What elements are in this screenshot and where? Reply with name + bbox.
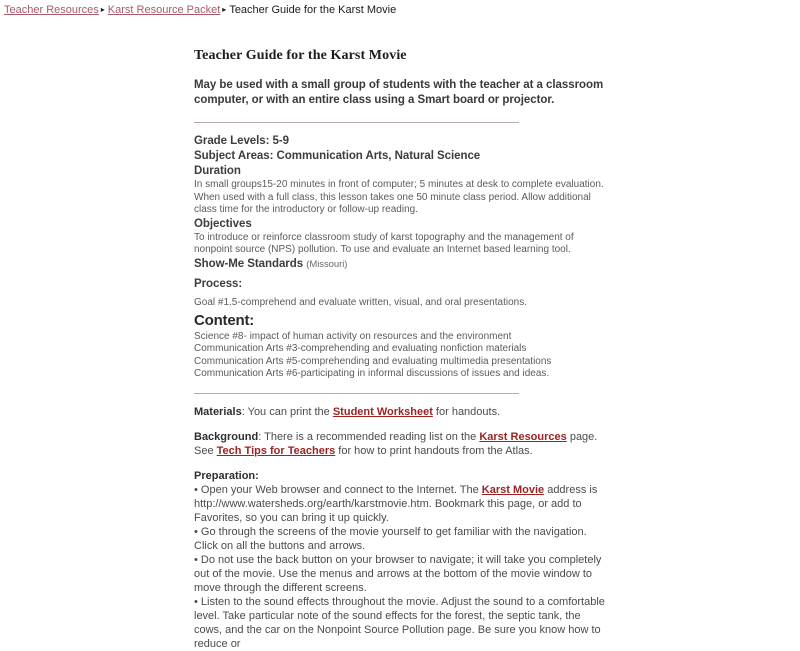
background-paragraph [194, 430, 606, 458]
list-item: • Listen to the sound effects throughout the movie. Adjust the sound to a comfortable level. Take particular note of the sound effects for the forest, the septic tank, the cows, and the car on the Nonpoint Source Pollution page. Be sure you know how to reduce or [194, 595, 605, 650]
content-line: Communication Arts #5-comprehending and evaluating multimedia presentations [194, 355, 552, 367]
background-pre-text: : There is a recommended reading list on the [258, 430, 480, 443]
preparation-colon: : [255, 469, 259, 482]
process-heading: Process: [194, 277, 243, 290]
background-post-text: for how to print handouts from the Atlas. [335, 444, 533, 457]
objectives-text: To introduce or reinforce classroom study of karst topography and the management of nonpoint source (NPS) pollution. To use and evaluate an Internet based learning tool. [194, 231, 574, 256]
link-student-worksheet[interactable]: Student Worksheet [332, 405, 433, 418]
materials-paragraph [194, 405, 606, 419]
standards-label: Show-Me Standards [194, 257, 304, 270]
breadcrumb-link-teacher-resources[interactable]: Teacher Resources [4, 4, 99, 16]
process-text: Goal #1.5-comprehend and evaluate written, visual, and oral presentations. [194, 296, 527, 308]
subject-areas-heading: Subject Areas: Communication Arts, Natural Science [194, 150, 481, 162]
link-karst-movie[interactable]: Karst Movie [481, 483, 545, 496]
preparation-bullet-list [194, 483, 606, 651]
breadcrumb-separator-icon: ▸ [100, 5, 105, 14]
breadcrumb-link-karst-resource-packet[interactable]: Karst Resource Packet [107, 4, 221, 16]
breadcrumb [0, 0, 800, 17]
breadcrumb-separator-icon: ▸ [222, 5, 227, 14]
bullet-post-text: address is http://www.watersheds.org/earth/karstmovie.htm. Bookmark this page, or add to Favorites, so you can bring it up quickly. [194, 483, 598, 524]
background-mid-text: page. See [194, 430, 598, 457]
duration-text: In small groups15-20 minutes in front of computer; 5 minutes at desk to complete evaluation. When used with a full class, this lesson takes one 50 minute class period. Allow additional class time for the introductory or follow-up reading. [194, 179, 604, 216]
breadcrumb-current-page: Teacher Guide for the Karst Movie [229, 4, 397, 16]
link-karst-resources[interactable]: Karst Resources [479, 430, 567, 443]
bullet-pre-text: • Open your Web browser and connect to the Internet. The [194, 483, 482, 496]
page-title: Teacher Guide for the Karst Movie [194, 48, 407, 63]
materials-label: Materials [194, 405, 242, 418]
content-line: Science #8- impact of human activity on resources and the environment [194, 330, 512, 342]
materials-pre-text: : You can print the [241, 405, 333, 418]
background-label: Background [194, 430, 259, 443]
divider-top [194, 122, 519, 123]
link-tech-tips-for-teachers[interactable]: Tech Tips for Teachers [216, 444, 336, 457]
materials-post-text: for handouts. [432, 405, 501, 418]
content-line: Communication Arts #3-comprehending and evaluating nonfiction materials [194, 343, 527, 355]
document-body [194, 48, 606, 651]
preparation-label: Preparation [194, 469, 256, 482]
objectives-heading: Objectives [194, 217, 252, 230]
grade-levels-heading: Grade Levels: 5-9 [194, 135, 290, 147]
list-item [194, 483, 606, 525]
list-item: • Do not use the back button on your browser to navigate; it will take you completely out of the movie. Use the menus and arrows at the bottom of the movie window to move through the different screens. [194, 553, 602, 594]
content-line: Communication Arts #6-participating in informal discussions of issues and ideas. [194, 368, 550, 380]
content-heading: Content: [194, 311, 255, 329]
preparation-heading [194, 469, 606, 483]
document-lede: May be used with a small group of students with the teacher at a classroom computer, or with an entire class using a Smart board or projector. [194, 79, 604, 106]
standards-note: (Missouri) [306, 258, 348, 270]
show-me-standards-heading [194, 257, 606, 272]
divider-bottom [194, 393, 519, 394]
list-item: • Go through the screens of the movie yourself to get familiar with the navigation. Click on all the buttons and arrows. [194, 525, 587, 552]
duration-heading: Duration [194, 165, 241, 177]
